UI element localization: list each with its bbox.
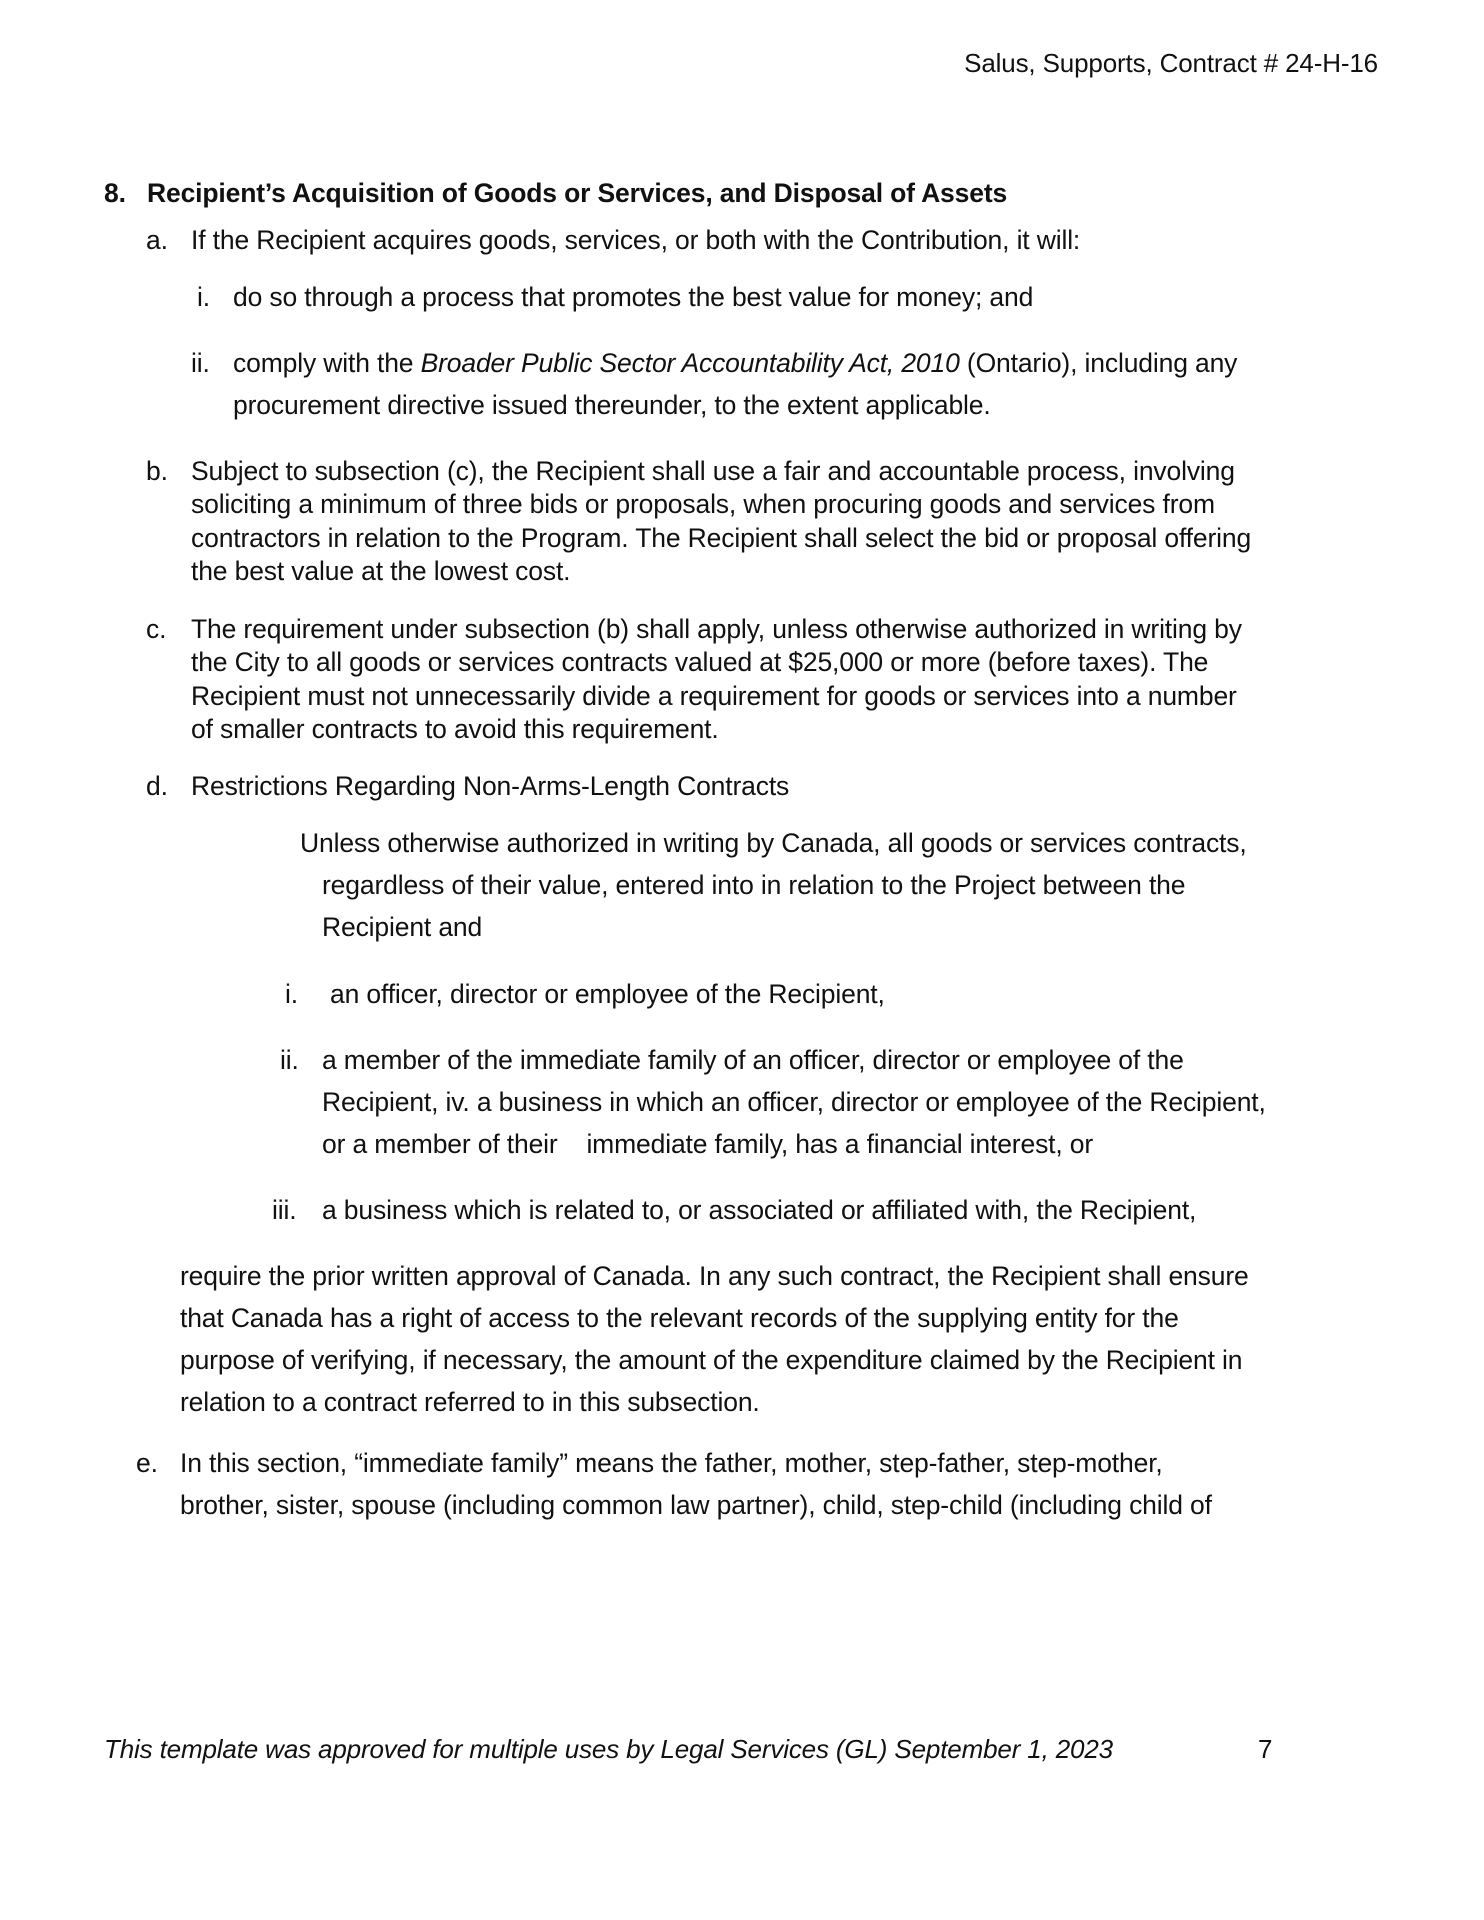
- item-b-line: contractors in relation to the Program. The Recipient shall select the bid or proposal offering: [191, 523, 1252, 553]
- item-d-ii-line: or a member of their immediate family, has a financial interest, or: [322, 1129, 1094, 1159]
- item-c-line: of smaller contracts to avoid this requirement.: [191, 714, 719, 744]
- item-a-i-text: do so through a process that promotes the best value for money; and: [233, 282, 1034, 312]
- item-c-line: The requirement under subsection (b) shall apply, unless otherwise authorized in writing by: [191, 614, 1242, 644]
- item-d-title: Restrictions Regarding Non-Arms-Length Contracts: [191, 771, 790, 801]
- item-d-closing-line: relation to a contract referred to in this subsection.: [180, 1387, 760, 1417]
- item-a-ii-text-before: comply with the: [233, 348, 421, 378]
- act-title: Broader Public Sector Accountability Act, 2010: [420, 348, 960, 378]
- item-d-i-marker: i.: [285, 979, 298, 1009]
- item-d-closing-line: that Canada has a right of access to the relevant records of the supplying entity for the: [180, 1303, 1179, 1333]
- item-a-ii-text-after: (Ontario), including any: [959, 348, 1238, 378]
- item-e-line: brother, sister, spouse (including common law partner), child, step-child (including child of: [180, 1490, 1212, 1520]
- item-d-ii-line: a member of the immediate family of an officer, director or employee of the: [322, 1045, 1184, 1075]
- item-d-ii-line: Recipient, iv. a business in which an officer, director or employee of the Recipient,: [322, 1087, 1266, 1117]
- item-a-marker: a.: [146, 225, 168, 255]
- item-b-line: soliciting a minimum of three bids or proposals, when procuring goods and services from: [191, 489, 1215, 519]
- item-c-line: Recipient must not unnecessarily divide a requirement for goods or services into a number: [191, 681, 1237, 711]
- item-c-line: the City to all goods or services contracts valued at $25,000 or more (before taxes). The: [191, 647, 1209, 677]
- section-number: 8.: [104, 178, 126, 208]
- item-a-ii-marker: ii.: [191, 348, 210, 378]
- item-d-ii-marker: ii.: [280, 1045, 299, 1075]
- section-title: Recipient’s Acquisition of Goods or Services, and Disposal of Assets: [147, 178, 1008, 208]
- running-header: Salus, Supports, Contract # 24-H-16: [964, 48, 1378, 78]
- item-e-marker: e.: [136, 1448, 158, 1478]
- page-number: 7: [1258, 1734, 1273, 1764]
- item-a-ii-line1: [233, 350, 1237, 377]
- item-d-marker: d.: [146, 771, 168, 801]
- footer-note: This template was approved for multiple uses by Legal Services (GL) September 1, 2023: [104, 1734, 1113, 1764]
- item-d-i-text: an officer, director or employee of the Recipient,: [330, 979, 885, 1009]
- item-d-intro-line: regardless of their value, entered into in relation to the Project between the: [322, 870, 1186, 900]
- item-a-text: If the Recipient acquires goods, services, or both with the Contribution, it will:: [191, 225, 1081, 255]
- item-b-marker: b.: [146, 456, 168, 486]
- item-c-marker: c.: [146, 614, 167, 644]
- item-b-line: Subject to subsection (c), the Recipient shall use a fair and accountable process, involving: [191, 456, 1235, 486]
- item-a-ii-line2: procurement directive issued thereunder, to the extent applicable.: [233, 390, 991, 420]
- item-a-i-marker: i.: [197, 282, 210, 312]
- item-d-closing-line: require the prior written approval of Canada. In any such contract, the Recipient shall ensure: [180, 1261, 1249, 1291]
- item-d-iii-marker: iii.: [272, 1195, 297, 1225]
- item-e-line: In this section, “immediate family” means the father, mother, step-father, step-mother,: [180, 1448, 1163, 1478]
- item-d-closing-line: purpose of verifying, if necessary, the amount of the expenditure claimed by the Recipient in: [180, 1345, 1243, 1375]
- item-d-intro-line: Unless otherwise authorized in writing by Canada, all goods or services contracts,: [300, 828, 1247, 858]
- item-d-iii-text: a business which is related to, or associated or affiliated with, the Recipient,: [322, 1195, 1197, 1225]
- item-b-line: the best value at the lowest cost.: [191, 556, 571, 586]
- item-d-intro-line: Recipient and: [322, 912, 483, 942]
